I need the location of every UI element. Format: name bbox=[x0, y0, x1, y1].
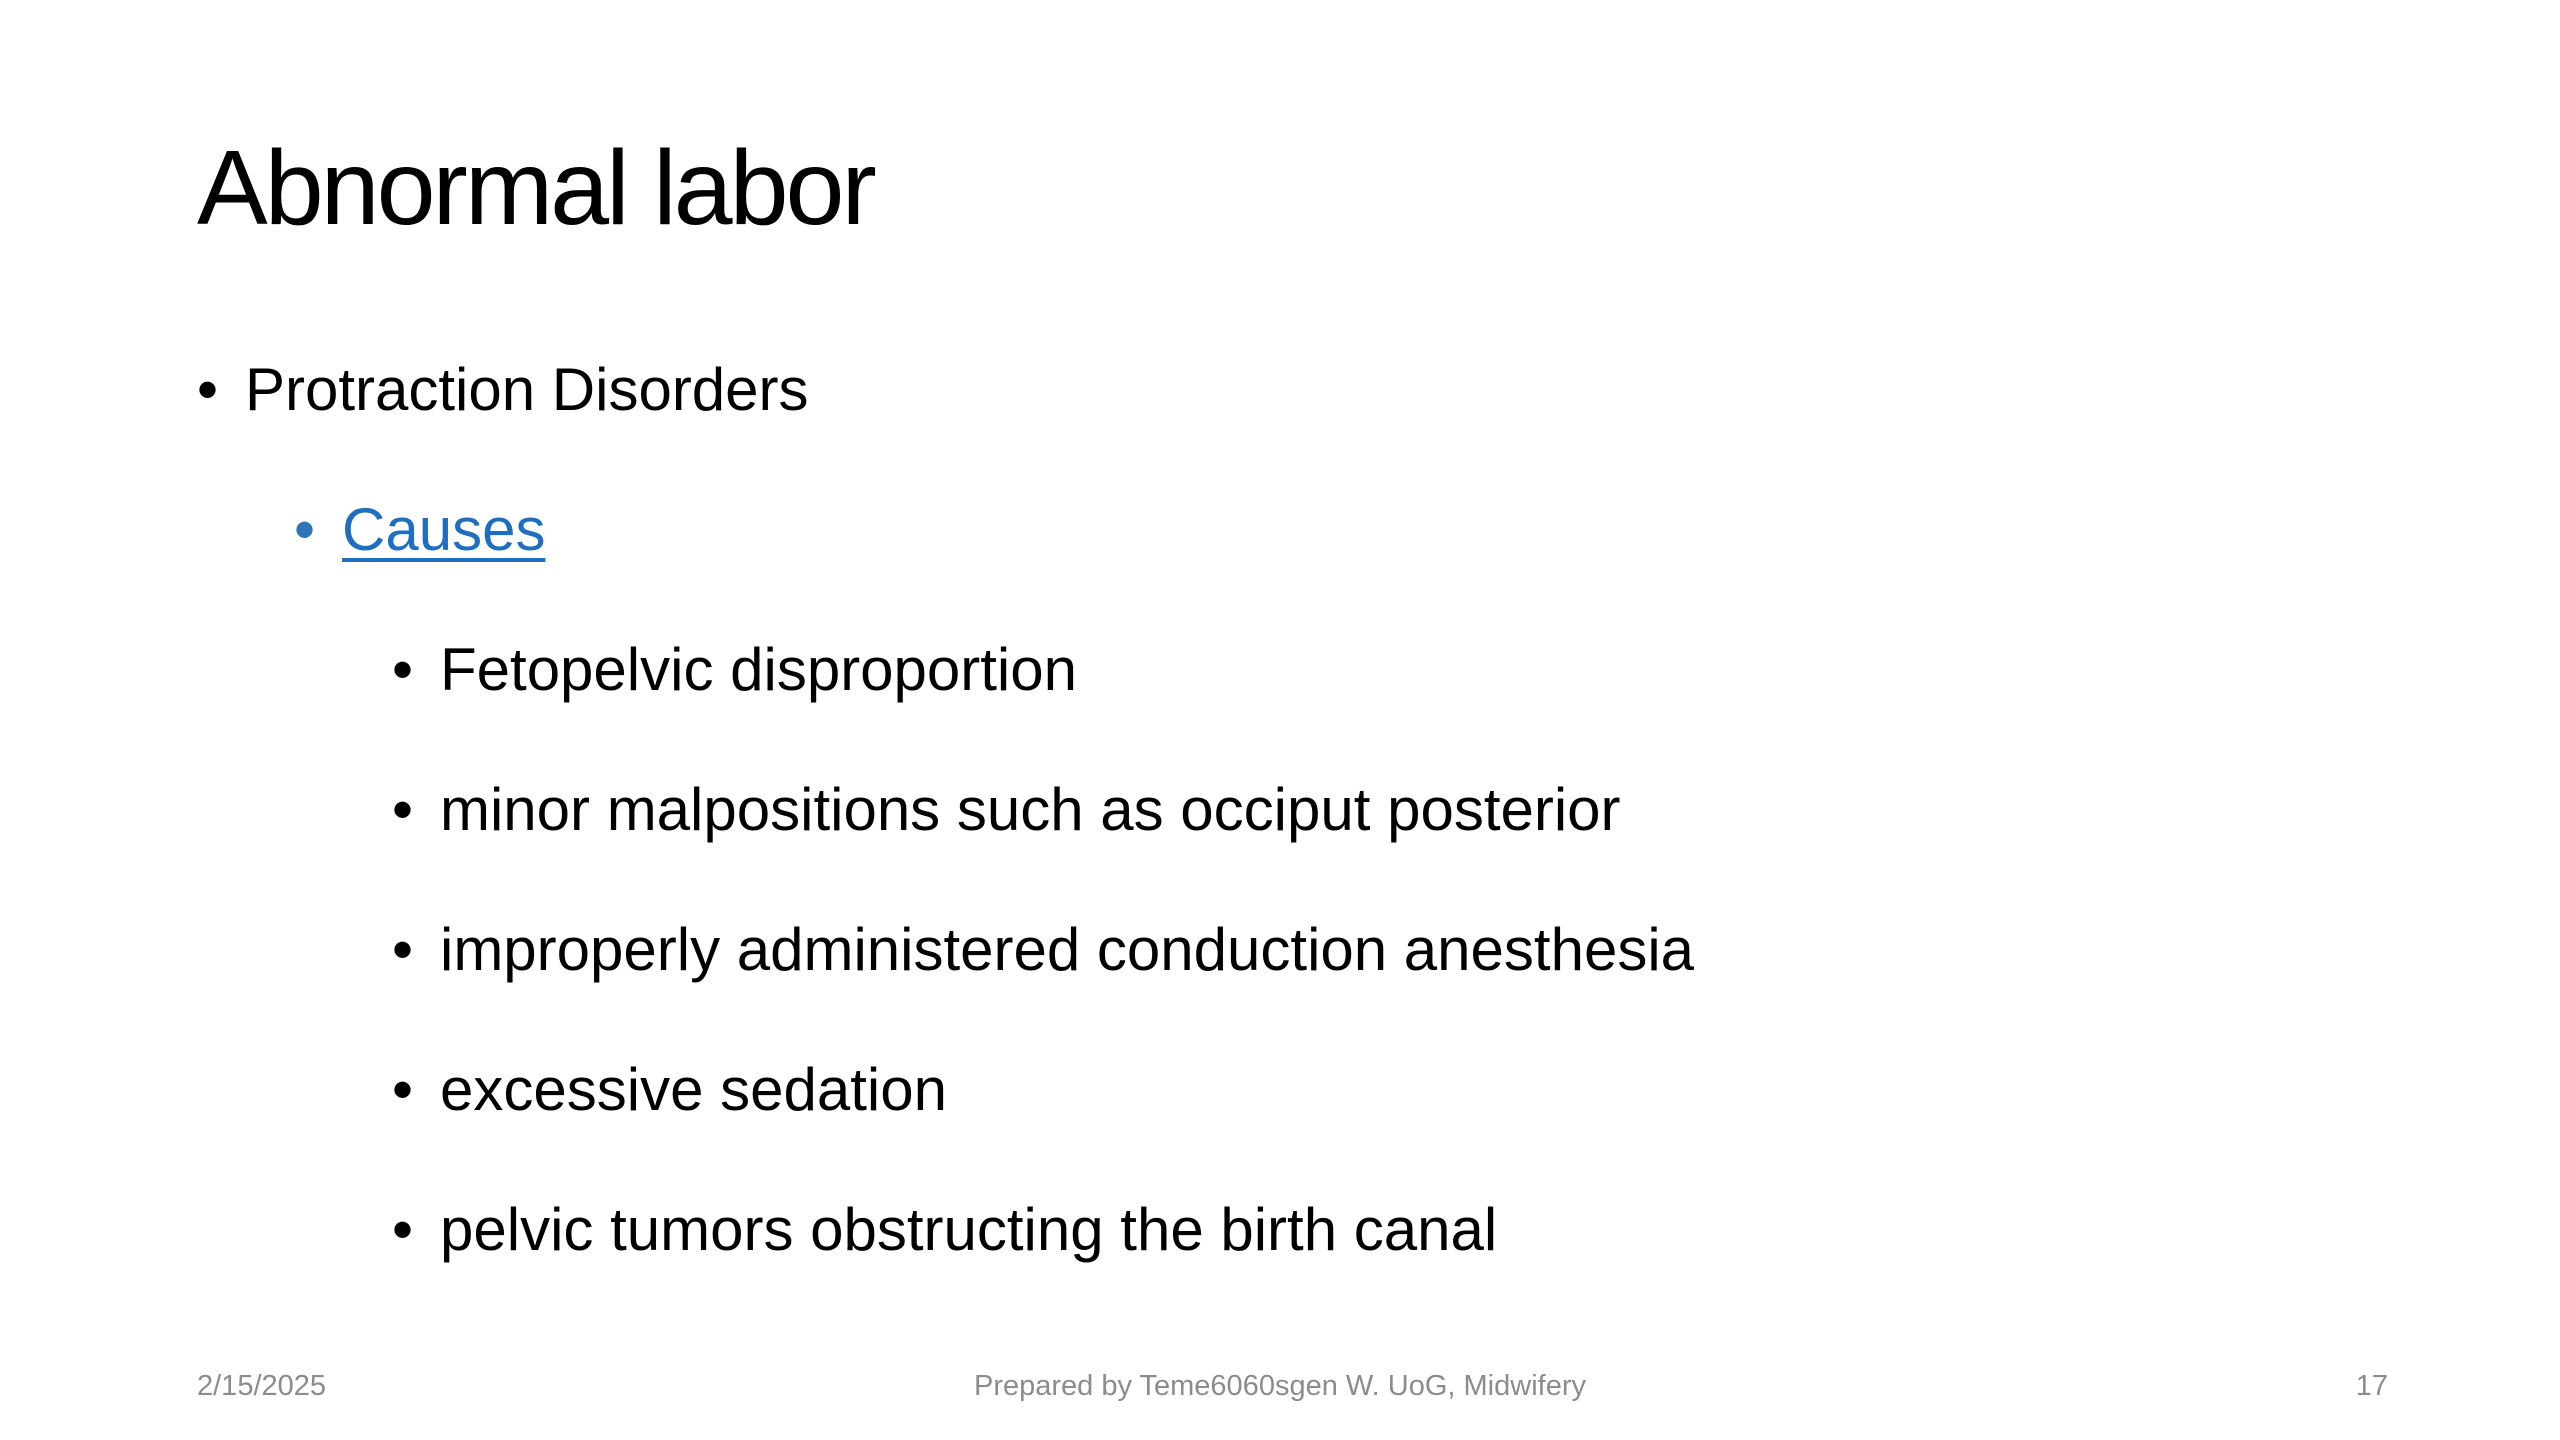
bullet-dot-icon: • bbox=[294, 496, 316, 563]
bullet-dot-icon: • bbox=[392, 1056, 414, 1123]
footer-date: 2/15/2025 bbox=[197, 1370, 327, 1402]
footer-page-number: 17 bbox=[2355, 1370, 2388, 1402]
bullet-dot-icon: • bbox=[392, 776, 414, 843]
cause-text: minor malpositions such as occiput posterior bbox=[440, 776, 1621, 843]
bullet-text: Protraction Disorders bbox=[245, 356, 809, 423]
cause-text: excessive sedation bbox=[440, 1056, 947, 1123]
bullet-dot-icon: • bbox=[392, 636, 414, 703]
bullet-dot-icon: • bbox=[392, 1196, 414, 1263]
bullet-dot-icon: • bbox=[392, 916, 414, 983]
cause-text: pelvic tumors obstructing the birth canal bbox=[440, 1196, 1498, 1263]
cause-text: Fetopelvic disproportion bbox=[440, 636, 1078, 703]
slide-title: Abnormal labor bbox=[197, 129, 874, 247]
cause-text: improperly administered conduction anesthesia bbox=[440, 916, 1695, 983]
bullet-dot-icon: • bbox=[197, 356, 219, 423]
footer-prepared-by: Prepared by Teme6060sgen W. UoG, Midwifery bbox=[974, 1370, 1586, 1402]
causes-link[interactable]: Causes bbox=[342, 496, 546, 563]
